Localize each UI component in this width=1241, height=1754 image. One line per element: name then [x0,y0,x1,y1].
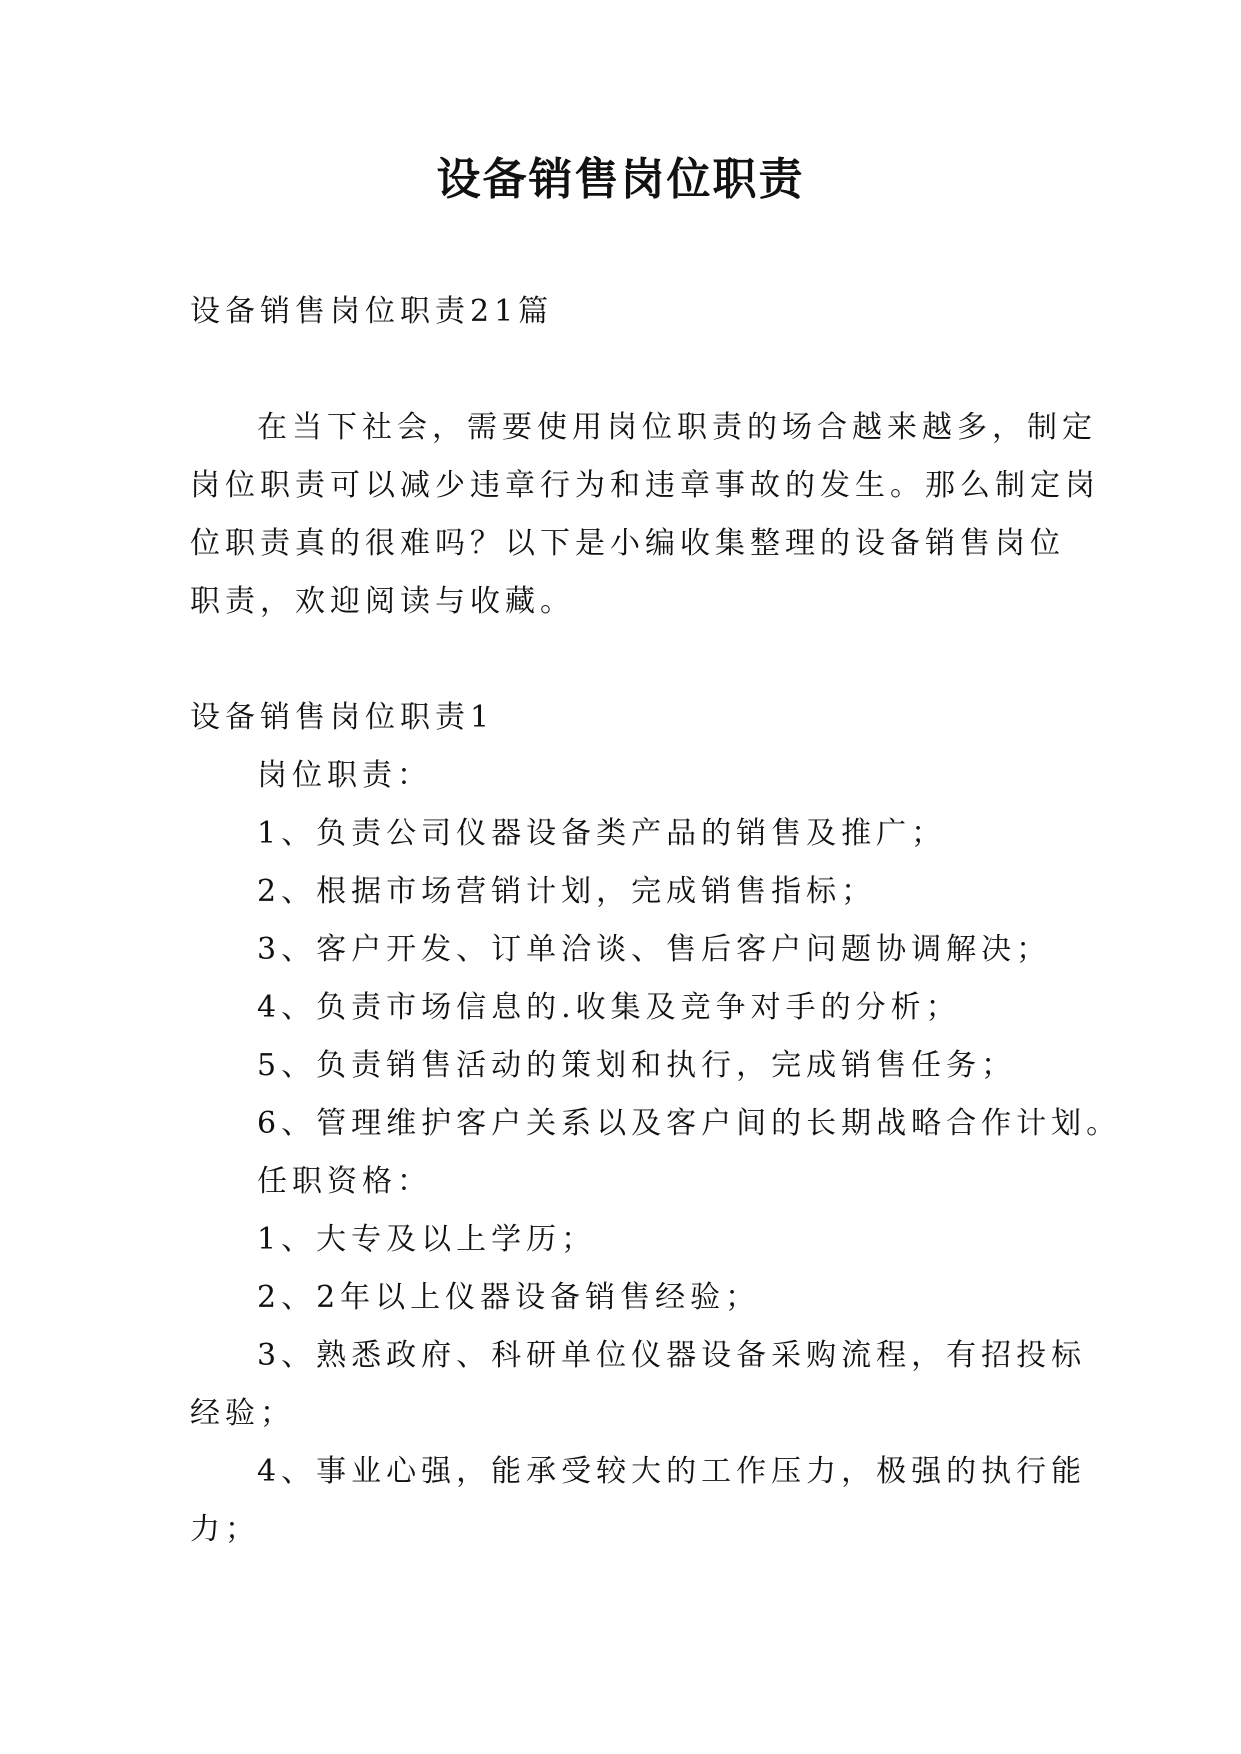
section-heading: 设备销售岗位职责1 [190,700,495,735]
qualification-item-3-cont: 经验； [190,1396,295,1431]
duty-item-3: 3、客户开发、订单洽谈、售后客户问题协调解决； [257,932,1052,967]
qualification-item-1: 1、大专及以上学历； [257,1222,597,1257]
duty-item-6: 6、管理维护客户关系以及客户间的长期战略合作计划。 [257,1106,1122,1141]
intro-line-2: 岗位职责可以减少违章行为和违章事故的发生。那么制定岗 [190,468,1100,503]
duty-item-4: 4、负责市场信息的.收集及竞争对手的分析； [257,990,961,1025]
intro-line-4: 职责，欢迎阅读与收藏。 [190,584,575,619]
intro-line-3: 位职责真的很难吗？以下是小编收集整理的设备销售岗位 [190,526,1065,561]
intro-line-1: 在当下社会，需要使用岗位职责的场合越来越多，制定 [257,410,1097,445]
document-title: 设备销售岗位职责 [436,154,805,205]
duty-item-2: 2、根据市场营销计划，完成销售指标； [257,874,877,909]
qualification-item-4-cont: 力； [190,1512,260,1547]
qualification-item-4: 4、事业心强，能承受较大的工作压力，极强的执行能 [257,1454,1087,1489]
duty-item-1: 1、负责公司仪器设备类产品的销售及推广； [257,816,947,851]
qualification-item-3: 3、熟悉政府、科研单位仪器设备采购流程，有招投标 [257,1338,1087,1373]
duty-item-5: 5、负责销售活动的策划和执行，完成销售任务； [257,1048,1017,1083]
qualification-item-2: 2、2年以上仪器设备销售经验； [257,1280,761,1315]
qualifications-label: 任职资格： [257,1164,432,1199]
document-subtitle: 设备销售岗位职责21篇 [190,294,554,329]
duties-label: 岗位职责： [257,758,432,793]
